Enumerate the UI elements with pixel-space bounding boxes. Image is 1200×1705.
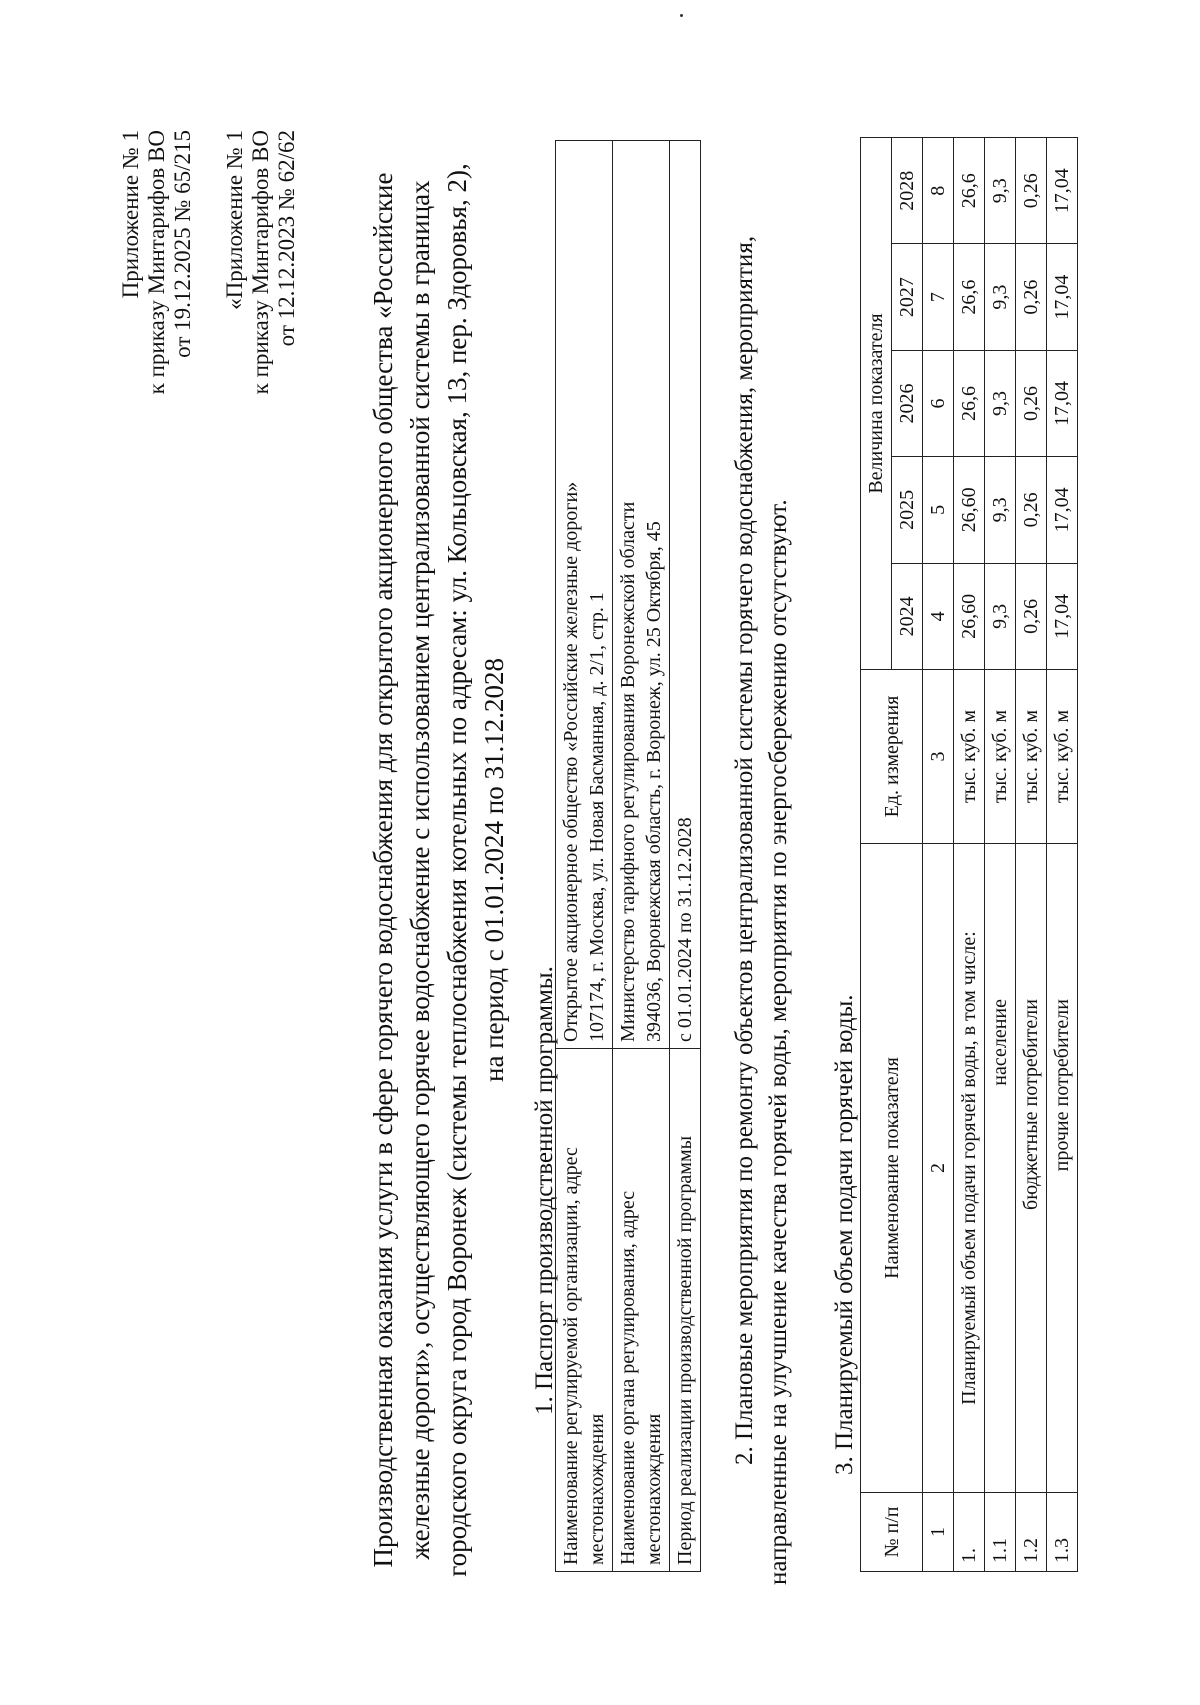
header-num: № п/п (861, 1493, 923, 1572)
row-unit: тыс. куб. м (1047, 670, 1078, 844)
document-title: Производственная оказания услуги в сфере горячего водоснабжения для открытого акционерного общества «Российские железные дороги», осуществляющего горячее водоснабжение с использованием централизованной системы в границах городского округа город Воронеж (системы теплоснабжения котельных по адресам: ул. Кольцовская, 13, пер. Здоровья, 2), на период с 01.01.2024 по 31.12.2028 (368, 163, 509, 1577)
row-value: 17,04 (1047, 563, 1078, 669)
table-row (985, 138, 1016, 1572)
table-index-row (923, 138, 954, 1572)
row-unit: тыс. куб. м (1016, 670, 1047, 844)
row-unit: тыс. куб. м (985, 670, 1016, 844)
row-value: 26,60 (954, 563, 985, 669)
row-name: население (985, 844, 1016, 1493)
index-cell: 3 (923, 670, 954, 844)
row-value: 0,26 (1016, 563, 1047, 669)
row-value: 0,26 (1016, 457, 1047, 563)
row-value: 9,3 (985, 244, 1016, 350)
row-num: 1.2 (1016, 1493, 1047, 1572)
row-value: 26,60 (954, 457, 985, 563)
annex-current-line2: к приказу Минтарифов ВО (144, 130, 169, 395)
section-3-heading: 3. Планируемый объем подачи горячей воды. (831, 994, 858, 1475)
row-value: 26,6 (954, 138, 985, 244)
header-value-group: Величина показателя (861, 138, 892, 670)
table-row (556, 141, 613, 1572)
passport-value (613, 141, 670, 1049)
passport-value-line: Открытое акционерное общество «Российские железные дороги» (560, 481, 582, 1042)
section-2-text: 2. Плановые мероприятия по ремонту объектов централизованной системы горячего водоснабжения, мероприятия, направленные на улучшение качества горячей воды, мероприятия по энергосбережению отсутствуют. (731, 235, 792, 1585)
index-cell: 4 (923, 563, 954, 669)
row-value: 9,3 (985, 138, 1016, 244)
annex-current (118, 130, 196, 394)
annex-current-line1: Приложение № 1 (118, 130, 143, 299)
header-unit: Ед. измерения (861, 670, 923, 844)
index-cell: 8 (923, 138, 954, 244)
row-value: 0,26 (1016, 138, 1047, 244)
row-value: 17,04 (1047, 244, 1078, 350)
row-value: 17,04 (1047, 138, 1078, 244)
passport-value: с 01.01.2024 по 31.12.2028 (670, 141, 701, 1049)
row-value: 0,26 (1016, 350, 1047, 456)
row-name: бюджетные потребители (1016, 844, 1047, 1493)
passport-label: Период реализации производственной программы (670, 1049, 701, 1572)
header-year: 2024 (892, 563, 923, 669)
table-row (1016, 138, 1047, 1572)
passport-label: Наименование регулируемой организации, адрес местонахождения (556, 1049, 613, 1572)
table-row (954, 138, 985, 1572)
passport-value (556, 141, 613, 1049)
header-name: Наименование показателя (861, 844, 923, 1493)
row-value: 26,6 (954, 244, 985, 350)
passport-label: Наименование органа регулирования, адрес местонахождения (613, 1049, 670, 1572)
annex-current-line3: от 19.12.2025 № 65/215 (170, 130, 195, 358)
row-value: 0,26 (1016, 244, 1047, 350)
row-value: 9,3 (985, 457, 1016, 563)
row-num: 1.3 (1047, 1493, 1078, 1572)
passport-table (555, 140, 701, 1572)
table-row (613, 141, 670, 1572)
annex-previous-line1: «Приложение № 1 (222, 130, 247, 310)
row-name: прочие потребители (1047, 844, 1078, 1493)
index-cell: 7 (923, 244, 954, 350)
table-header-row (861, 138, 892, 1572)
annex-previous (222, 130, 300, 394)
index-cell: 5 (923, 457, 954, 563)
row-value: 17,04 (1047, 457, 1078, 563)
row-value: 17,04 (1047, 350, 1078, 456)
passport-value-line: Министерство тарифного регулирования Воронежской области (617, 501, 639, 1042)
row-unit: тыс. куб. м (954, 670, 985, 844)
header-year: 2025 (892, 457, 923, 563)
table-row (1047, 138, 1078, 1572)
row-value: 26,6 (954, 350, 985, 456)
header-year: 2028 (892, 138, 923, 244)
header-year: 2027 (892, 244, 923, 350)
index-cell: 6 (923, 350, 954, 456)
row-num: 1. (954, 1493, 985, 1572)
header-year: 2026 (892, 350, 923, 456)
table-row (670, 141, 701, 1572)
passport-value-line: 394036, Воронежская область, г. Воронеж, ул. 25 Октября, 45 (643, 521, 665, 1042)
row-num: 1.1 (985, 1493, 1016, 1572)
index-cell: 1 (923, 1493, 954, 1572)
row-value: 9,3 (985, 563, 1016, 669)
annex-previous-line2: к приказу Минтарифов ВО (248, 130, 273, 395)
water-volume-table (860, 137, 1078, 1572)
section-1-heading: 1. Паспорт производственной программы. (531, 966, 558, 1415)
passport-value-line: 107174, г. Москва, ул. Новая Басманная, д. 2/1, стр. 1 (586, 592, 608, 1042)
row-name: Планируемый объем подачи горячей воды, в том числе: (954, 844, 985, 1493)
annex-previous-line3: от 12.12.2023 № 62/62 (274, 130, 299, 347)
index-cell: 2 (923, 844, 954, 1493)
row-value: 9,3 (985, 350, 1016, 456)
